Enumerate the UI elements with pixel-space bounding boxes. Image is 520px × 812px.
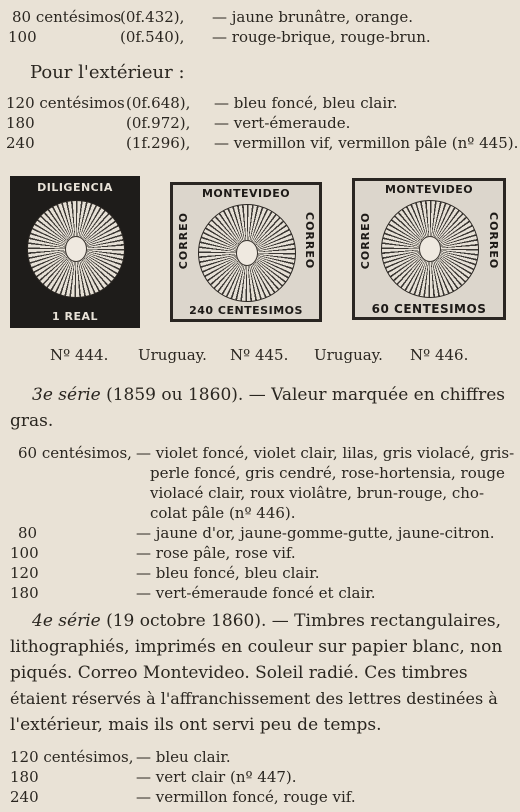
price-row: 180 (6, 114, 35, 132)
list-item-value: 240 (10, 788, 39, 806)
serie4-text: (19 octobre 1860). — Timbres rectangulaires, (100, 611, 502, 631)
list-item-value: 80 (18, 524, 38, 542)
stamp-bottom-label: 240 CENTESIMOS (189, 304, 303, 317)
list-item-color: colat pâle (nº 446). (150, 504, 296, 522)
list-item-color: — vert clair (nº 447). (136, 768, 297, 786)
price-row: 100 (8, 28, 37, 46)
list-item-color: violacé clair, roux violâtre, brun-rouge, cho- (150, 484, 485, 502)
list-item-color: — bleu foncé, bleu clair. (136, 564, 320, 582)
country-caption: Uruguay. (138, 346, 207, 364)
price-row-color: — jaune brunâtre, orange. (212, 8, 414, 26)
list-item-value: 60 centésimos, (18, 444, 132, 462)
serie3-heading (32, 384, 505, 406)
list-item-value: 180 (10, 584, 39, 602)
stamp-top-label: MONTEVIDEO (201, 187, 291, 200)
stamp-left-label: CORREO (359, 212, 372, 270)
stamp-top-label: MONTEVIDEO (384, 183, 474, 196)
serie4-line: lithographiés, imprimés en couleur sur papier blanc, non (10, 637, 503, 657)
country-caption: Uruguay. (314, 346, 383, 364)
stamp-left-label: CORREO (177, 212, 190, 270)
stamp-right-label: CORREO (487, 212, 500, 270)
stamp-446-image (352, 178, 506, 320)
list-item-color: — vert-émeraude foncé et clair. (136, 584, 376, 602)
section-heading: Pour l'extérieur : (30, 62, 185, 83)
price-row: 80 centésimos (12, 8, 122, 26)
stamp-445-image (170, 182, 322, 322)
face-icon (65, 236, 87, 262)
list-item-color: — violet foncé, violet clair, lilas, gris violacé, gris- (136, 444, 515, 462)
stamp-caption: Nº 445. (230, 346, 289, 364)
price-row-price: (0f.648), (126, 94, 191, 112)
price-row-price: (1f.296), (126, 134, 191, 152)
serie4-line: l'extérieur, mais ils ont servi peu de temps. (10, 715, 382, 735)
list-item-value: 100 (10, 544, 39, 562)
serie3-text2: gras. (10, 411, 54, 431)
list-item-color: — rose pâle, rose vif. (136, 544, 296, 562)
price-row-price: (0f.540), (120, 28, 185, 46)
price-row: 120 centésimos (6, 94, 125, 112)
list-item-value: 120 (10, 564, 39, 582)
stamp-right-label: CORREO (303, 212, 316, 270)
price-row-color: — rouge-brique, rouge-brun. (212, 28, 431, 46)
list-item-value: 180 (10, 768, 39, 786)
serie4-line: piqués. Correo Montevideo. Soleil radié. Ces timbres (10, 663, 468, 683)
list-item-color: — bleu clair. (136, 748, 231, 766)
stamp-444-image (10, 176, 140, 328)
list-item-color: — vermillon foncé, rouge vif. (136, 788, 356, 806)
serie3-text: (1859 ou 1860). — Valeur marquée en chiffres (100, 385, 505, 405)
price-row-color: — vert-émeraude. (214, 114, 351, 132)
stamp-caption: Nº 444. (50, 346, 109, 364)
price-row: 240 (6, 134, 35, 152)
stamp-top-label: DILIGENCIA (37, 181, 113, 194)
stamp-bottom-label: 1 REAL (52, 310, 98, 323)
price-row-color: — vermillon vif, vermillon pâle (nº 445). (214, 134, 519, 152)
price-row-color: — bleu foncé, bleu clair. (214, 94, 398, 112)
serie3-title: 3e série (32, 385, 101, 405)
list-item-value: 120 centésimos, (10, 748, 134, 766)
list-item-color: perle foncé, gris cendré, rose-hortensia, rouge (150, 464, 505, 482)
stamp-caption: Nº 446. (410, 346, 469, 364)
face-icon (236, 240, 258, 266)
serie4-heading (32, 610, 501, 632)
list-item-color: — jaune d'or, jaune-gomme-gutte, jaune-citron. (136, 524, 495, 542)
price-row-price: (0f.972), (126, 114, 191, 132)
stamp-bottom-label: 60 CENTESIMOS (371, 302, 487, 316)
serie4-title: 4e série (32, 611, 101, 631)
face-icon (419, 236, 441, 262)
serie4-line: étaient réservés à l'affranchissement des lettres destinées à (10, 689, 498, 708)
price-row-price: (0f.432), (120, 8, 185, 26)
